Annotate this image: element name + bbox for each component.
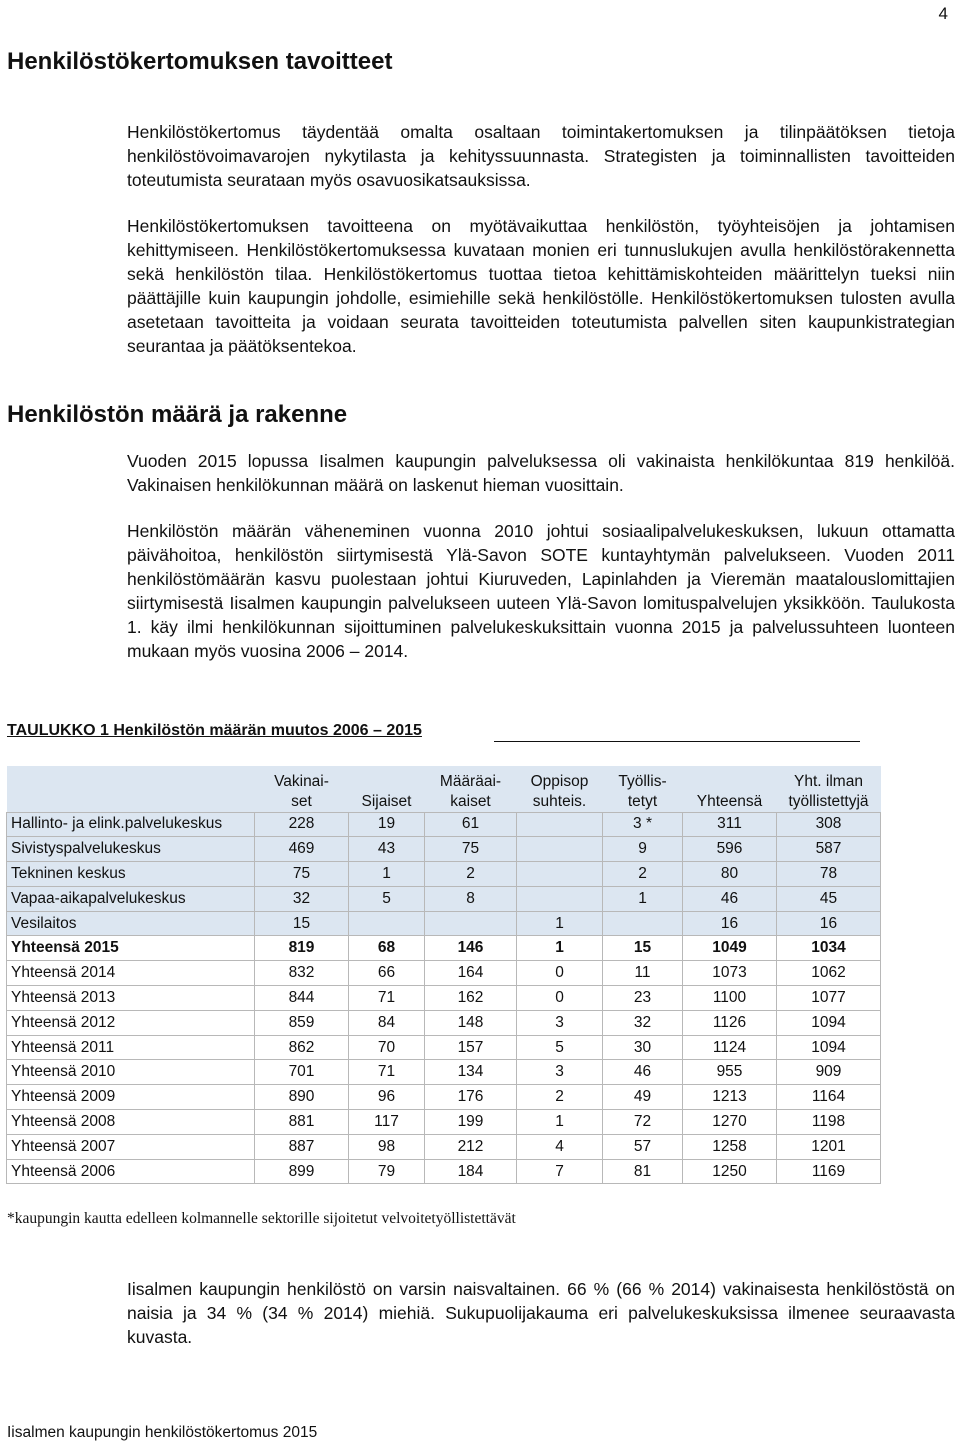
row-label-cell: Vapaa-aikapalvelukeskus: [7, 886, 255, 911]
table-cell: 184: [425, 1159, 517, 1184]
table-cell: 16: [683, 911, 777, 936]
table-cell: 5: [349, 886, 425, 911]
table-cell: 98: [349, 1134, 425, 1159]
table-cell: 587: [777, 837, 881, 862]
page-footer: Iisalmen kaupungin henkilöstökertomus 2015: [7, 1424, 318, 1441]
table-cell: 57: [603, 1134, 683, 1159]
row-label-cell: Yhteensä 2010: [7, 1060, 255, 1085]
column-header: [349, 766, 425, 812]
table-cell: [517, 862, 603, 887]
table-cell: 75: [425, 837, 517, 862]
table-cell: 596: [683, 837, 777, 862]
table-header-row: [7, 766, 881, 812]
table-cell: 1270: [683, 1110, 777, 1135]
table-cell: 75: [255, 862, 349, 887]
row-label-cell: Yhteensä 2015: [7, 936, 255, 961]
table-cell: 212: [425, 1134, 517, 1159]
column-header: [7, 766, 255, 812]
row-label-cell: Yhteensä 2008: [7, 1110, 255, 1135]
table-title-rule: [494, 741, 860, 742]
table-row: [7, 812, 881, 837]
table-cell: 890: [255, 1085, 349, 1110]
table-row: [7, 1134, 881, 1159]
column-header-line: Yht. ilman: [794, 772, 863, 790]
table-cell: 46: [683, 886, 777, 911]
table-cell: 2: [425, 862, 517, 887]
table-cell: [425, 911, 517, 936]
row-label-cell: Yhteensä 2006: [7, 1159, 255, 1184]
table-cell: 148: [425, 1010, 517, 1035]
table-cell: 80: [683, 862, 777, 887]
row-label-cell: Vesilaitos: [7, 911, 255, 936]
table-cell: 881: [255, 1110, 349, 1135]
row-label-cell: Yhteensä 2014: [7, 961, 255, 986]
table-cell: 15: [603, 936, 683, 961]
column-header-line: työllistettyjä: [788, 792, 869, 810]
table-cell: 3: [517, 1060, 603, 1085]
table-cell: 16: [777, 911, 881, 936]
table-row: [7, 936, 881, 961]
row-label-cell: Yhteensä 2009: [7, 1085, 255, 1110]
table-cell: 96: [349, 1085, 425, 1110]
column-header: [683, 766, 777, 812]
table-row: [7, 862, 881, 887]
table-cell: 2: [517, 1085, 603, 1110]
column-header: [603, 766, 683, 812]
table-row: [7, 911, 881, 936]
column-header-line: Yhteensä: [696, 792, 763, 810]
table-cell: 1250: [683, 1159, 777, 1184]
table-cell: 46: [603, 1060, 683, 1085]
column-header: [517, 766, 603, 812]
table-cell: 1124: [683, 1035, 777, 1060]
table-cell: 1: [349, 862, 425, 887]
table-cell: 0: [517, 961, 603, 986]
table-cell: 8: [425, 886, 517, 911]
staff-paragraph-1: Vuoden 2015 lopussa Iisalmen kaupungin palveluksessa oli vakinaista henkilökuntaa 819 henkilöä. Vakinaisen henkilökunnan määrä on laskenut hieman vuosittain.: [127, 451, 955, 495]
table-cell: 79: [349, 1159, 425, 1184]
table-cell: 0: [517, 986, 603, 1011]
column-header-line: Työllis-: [618, 772, 667, 790]
staff-paragraph-2: Henkilöstön määrän väheneminen vuonna 2010 johtui sosiaalipalvelukeskuksen, lukuun ottamatta päivähoitoa, henkilöstön siirtymisestä Ylä-Savon SOTE kuntayhtymän palvelukseen. Vuoden 2011 henkilöstömäärän kasvu puolestaan johtui Kiuruveden, Lapinlahden ja Vieremän maatalouslomittajien siirtymisestä Iisalmen kaupungin palvelukseen uuteen Ylä-Savon lomituspalvelujen yksikköön. Taulukosta 1. käy ilmi henkilökunnan sijoittuminen palvelukeskuksittain vuonna 2015 ja palvelussuhteen luonteen mukaan myös vuosina 2006 – 2014.: [127, 521, 955, 661]
table-cell: 32: [603, 1010, 683, 1035]
table-cell: 71: [349, 986, 425, 1011]
table-cell: 1034: [777, 936, 881, 961]
column-header: [255, 766, 349, 812]
table-cell: 146: [425, 936, 517, 961]
table-cell: 68: [349, 936, 425, 961]
section-heading-goals: Henkilöstökertomuksen tavoitteet: [7, 48, 393, 75]
table-cell: [517, 886, 603, 911]
table-cell: 1: [517, 1110, 603, 1135]
table-cell: 1094: [777, 1035, 881, 1060]
row-label-cell: Yhteensä 2011: [7, 1035, 255, 1060]
table-cell: 7: [517, 1159, 603, 1184]
table-cell: 1049: [683, 936, 777, 961]
table-cell: 78: [777, 862, 881, 887]
table-cell: 15: [255, 911, 349, 936]
table-cell: 162: [425, 986, 517, 1011]
table-row: [7, 1159, 881, 1184]
table-cell: 66: [349, 961, 425, 986]
table-footnote: *kaupungin kautta edelleen kolmannelle sektorille sijoitetut velvoitetyöllistettävät: [7, 1210, 516, 1227]
staff-table: [6, 766, 881, 1184]
table-cell: 3: [517, 1010, 603, 1035]
table-cell: 32: [255, 886, 349, 911]
table-cell: 9: [603, 837, 683, 862]
gender-paragraph: Iisalmen kaupungin henkilöstö on varsin naisvaltainen. 66 % (66 % 2014) vakinaisesta henkilöstöstä on naisia ja 34 % (34 % 2014) miehiä. Sukupuolijakauma eri palvelukeskuksissa ilmenee seuraavasta kuvasta.: [127, 1279, 955, 1347]
table-cell: 887: [255, 1134, 349, 1159]
table-cell: 43: [349, 837, 425, 862]
row-label-cell: Yhteensä 2012: [7, 1010, 255, 1035]
goals-paragraph-1: Henkilöstökertomus täydentää omalta osaltaan toimintakertomuksen ja tilinpäätöksen tietoja henkilöstövoimavarojen nykytilasta ja kehityssuunnasta. Strategisten ja toiminnallisten tavoitteiden toteutumista seurataan myös osavuosikatsauksissa.: [127, 122, 955, 190]
table-cell: 71: [349, 1060, 425, 1085]
table-cell: 1077: [777, 986, 881, 1011]
table-cell: 49: [603, 1085, 683, 1110]
table-cell: 45: [777, 886, 881, 911]
table-cell: 23: [603, 986, 683, 1011]
table-cell: 4: [517, 1134, 603, 1159]
table-cell: 311: [683, 812, 777, 837]
table-cell: 832: [255, 961, 349, 986]
table-row: [7, 986, 881, 1011]
table-cell: 1: [517, 911, 603, 936]
table-cell: 701: [255, 1060, 349, 1085]
table-row: [7, 961, 881, 986]
table-cell: 1126: [683, 1010, 777, 1035]
table-cell: 72: [603, 1110, 683, 1135]
row-label-cell: Hallinto- ja elink.palvelukeskus: [7, 812, 255, 837]
table-row: [7, 1010, 881, 1035]
table-cell: 1201: [777, 1134, 881, 1159]
table-cell: 1062: [777, 961, 881, 986]
table-cell: 2: [603, 862, 683, 887]
table-cell: 1: [517, 936, 603, 961]
table-cell: 5: [517, 1035, 603, 1060]
table-cell: 19: [349, 812, 425, 837]
table-cell: [517, 837, 603, 862]
table-title: TAULUKKO 1 Henkilöstön määrän muutos 2006 – 2015: [7, 722, 422, 739]
column-header-line: Sijaiset: [361, 792, 412, 810]
table-cell: 1213: [683, 1085, 777, 1110]
table-row: [7, 1035, 881, 1060]
table-cell: 11: [603, 961, 683, 986]
table-cell: 859: [255, 1010, 349, 1035]
column-header: [425, 766, 517, 812]
row-label-cell: Yhteensä 2007: [7, 1134, 255, 1159]
table-cell: 1073: [683, 961, 777, 986]
table-cell: 70: [349, 1035, 425, 1060]
table-cell: 30: [603, 1035, 683, 1060]
table-cell: [517, 812, 603, 837]
table-cell: 308: [777, 812, 881, 837]
table-cell: 199: [425, 1110, 517, 1135]
table-row: [7, 886, 881, 911]
table-cell: 61: [425, 812, 517, 837]
table-cell: 469: [255, 837, 349, 862]
table-row: [7, 837, 881, 862]
table-cell: 84: [349, 1010, 425, 1035]
table-cell: 117: [349, 1110, 425, 1135]
row-label-cell: Sivistyspalvelukeskus: [7, 837, 255, 862]
table-cell: 909: [777, 1060, 881, 1085]
table-cell: 3 *: [603, 812, 683, 837]
column-header-line: tetyt: [627, 792, 658, 810]
table-cell: [349, 911, 425, 936]
column-header: [777, 766, 881, 812]
table-body: [7, 812, 881, 1184]
table-cell: 1100: [683, 986, 777, 1011]
table-cell: 1169: [777, 1159, 881, 1184]
column-header-line: kaiset: [450, 792, 491, 810]
table-cell: 819: [255, 936, 349, 961]
column-header-line: Määräai-: [439, 772, 502, 790]
table-cell: 164: [425, 961, 517, 986]
column-header-line: suhteis.: [532, 792, 587, 810]
table-cell: 176: [425, 1085, 517, 1110]
column-header-line: Vakinai-: [274, 772, 329, 790]
column-header-line: set: [291, 792, 312, 810]
table-cell: 844: [255, 986, 349, 1011]
table-row: [7, 1060, 881, 1085]
table-cell: 955: [683, 1060, 777, 1085]
table-row: [7, 1110, 881, 1135]
table-cell: [603, 911, 683, 936]
table-cell: 1164: [777, 1085, 881, 1110]
table-cell: 1094: [777, 1010, 881, 1035]
section-heading-staff-structure: Henkilöstön määrä ja rakenne: [7, 401, 348, 428]
column-header-line: Oppisop: [530, 772, 589, 790]
table-cell: 1198: [777, 1110, 881, 1135]
table-cell: 134: [425, 1060, 517, 1085]
goals-paragraph-2: Henkilöstökertomuksen tavoitteena on myötävaikuttaa henkilöstön, työyhteisöjen ja johtamisen kehittymiseen. Henkilöstökertomuksessa kuvataan monien eri tunnuslukujen avulla henkilöstörakennetta sekä henkilöstön tilaa. Henkilöstökertomus tuottaa tietoa kehittämiskohteiden määrittelyn tueksi niin päättäjille kuin kaupungin johdolle, esimiehille sekä henkilöstölle. Henkilöstökertomuksen tulosten avulla asetetaan tavoitteita ja voidaan seurata tavoitteiden toteutumista palvellen siten kaupunkistrategian seurantaa ja päätöksentekoa.: [127, 216, 955, 356]
table-cell: 81: [603, 1159, 683, 1184]
table-row: [7, 1085, 881, 1110]
table-cell: 157: [425, 1035, 517, 1060]
table-cell: 862: [255, 1035, 349, 1060]
row-label-cell: Yhteensä 2013: [7, 986, 255, 1011]
row-label-cell: Tekninen keskus: [7, 862, 255, 887]
table-cell: 1258: [683, 1134, 777, 1159]
table-cell: 228: [255, 812, 349, 837]
page-number: 4: [938, 4, 948, 23]
table-cell: 899: [255, 1159, 349, 1184]
table-cell: 1: [603, 886, 683, 911]
